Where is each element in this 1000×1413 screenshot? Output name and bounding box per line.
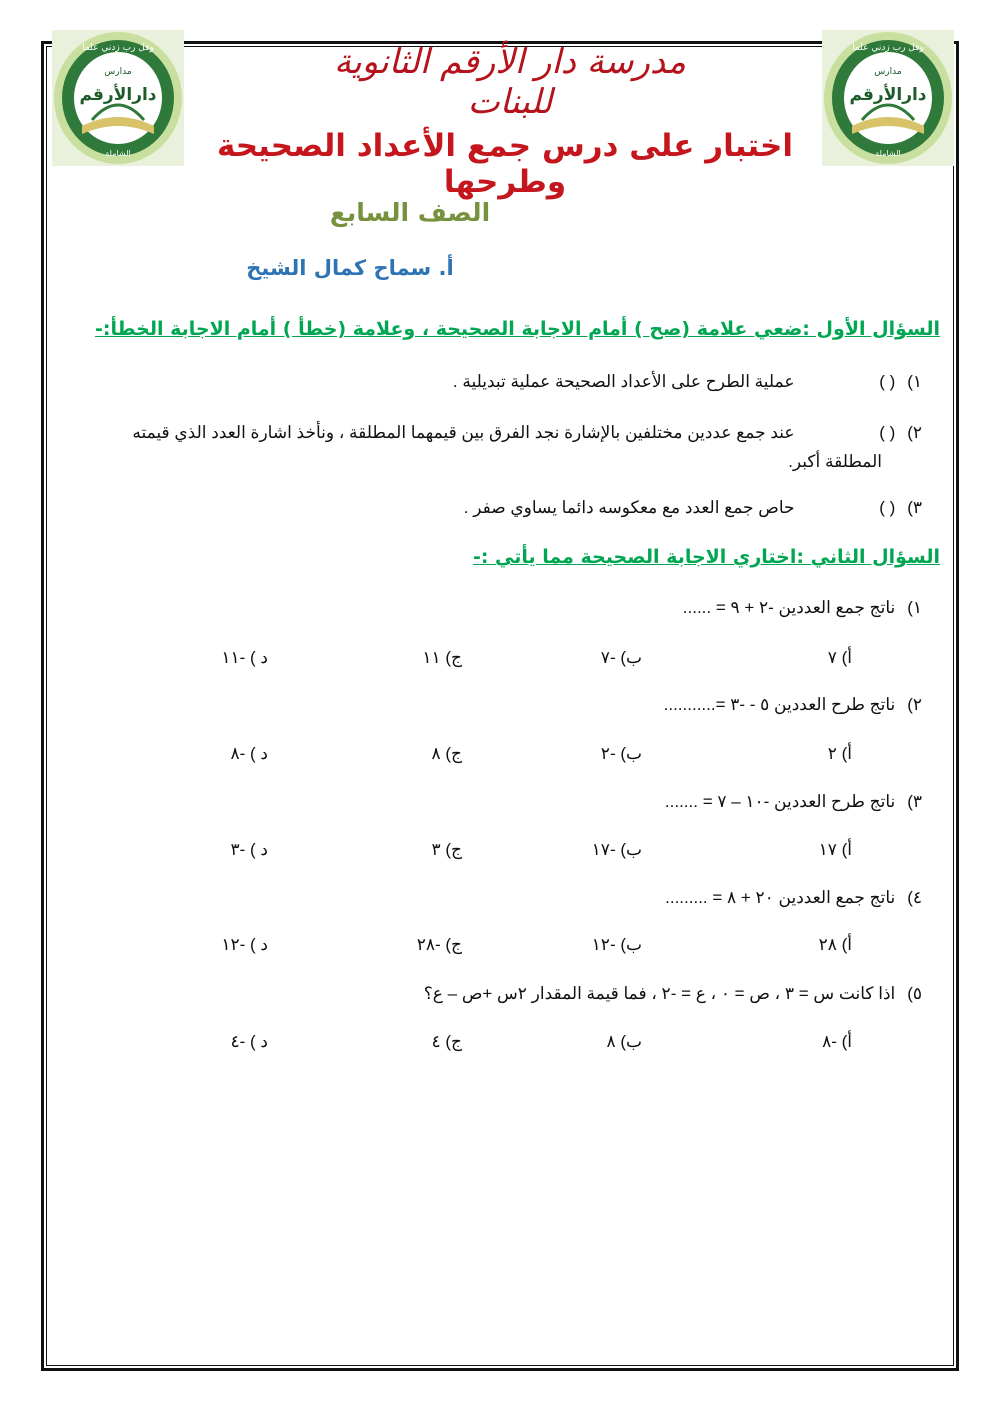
tf-item-number: ٣) — [907, 498, 922, 517]
mc-question-text: ناتج طرح العددين -١٠ – ٧ = ....... — [664, 792, 896, 811]
option-b[interactable]: ب) -١٧ — [591, 840, 642, 859]
tf-item-text-continued: المطلقة أكبر. — [788, 452, 882, 471]
tf-item-1 — [453, 372, 922, 392]
option-c[interactable]: ج) -٢٨ — [416, 935, 462, 954]
mc-question-number: ٤) — [907, 888, 922, 907]
option-c[interactable]: ج) ٣ — [431, 840, 462, 859]
answer-blank[interactable]: ( ) — [879, 423, 896, 442]
mc-question-text: ناتج جمع العددين ٢٠ + ٨ = ......... — [665, 888, 896, 907]
logo-mid-text: مدارس — [874, 67, 902, 77]
option-d[interactable]: د ) -١٢ — [221, 935, 268, 954]
mc-question-text: اذا كانت س = ٣ ، ص = ٠ ، ع = -٢ ، فما قيمة المقدار ٢س +ص – ع؟ — [423, 984, 896, 1003]
mc-question-text: ناتج طرح العددين ٥ - -٣ =........... — [663, 695, 896, 714]
tf-item-2 — [80, 418, 922, 476]
mc-question-text: ناتج جمع العددين -٢ + ٩ = ...... — [682, 598, 896, 617]
option-b[interactable]: ب) -٧ — [600, 648, 642, 667]
teacher-name: أ. سماح كمال الشيخ — [246, 256, 454, 280]
school-logo-right — [822, 30, 954, 166]
option-d[interactable]: د ) -٣ — [230, 840, 268, 859]
option-a[interactable]: أ) ٢٨ — [818, 935, 852, 954]
option-c[interactable]: ج) ١١ — [422, 648, 462, 667]
option-c[interactable]: ج) ٤ — [431, 1032, 462, 1051]
mc-question-number: ٥) — [907, 984, 922, 1003]
logo-top-text: وقل رب زدني علما — [82, 43, 154, 53]
mc-question-number: ١) — [907, 598, 922, 617]
logo-mid-text: مدارس — [104, 67, 132, 77]
option-a[interactable]: أ) ١٧ — [818, 840, 852, 859]
option-d[interactable]: د ) -٤ — [230, 1032, 268, 1051]
tf-item-3 — [464, 498, 922, 518]
mc-question-4 — [665, 888, 922, 908]
option-d[interactable]: د ) -٨ — [230, 744, 268, 763]
logo-bottom-text: الشاملة — [875, 149, 901, 158]
logo-main-text: دارالأرقم — [79, 85, 157, 105]
option-b[interactable]: ب) ٨ — [606, 1032, 642, 1051]
tf-item-number: ٢) — [907, 423, 922, 442]
mc-question-5 — [424, 984, 922, 1004]
answer-blank[interactable]: ( ) — [879, 498, 896, 517]
tf-item-text: عملية الطرح على الأعداد الصحيحة عملية تبديلية . — [452, 372, 795, 391]
mc-question-2 — [664, 695, 922, 715]
test-title: اختبار على درس جمع الأعداد الصحيحة وطرحها — [216, 128, 794, 200]
school-name: مدرسة دار الأرقم الثانوية للبنات — [334, 42, 686, 122]
option-c[interactable]: ج) ٨ — [431, 744, 462, 763]
logo-top-text: وقل رب زدني علما — [852, 43, 924, 53]
tf-item-text: عند جمع عددين مختلفين بالإشارة نجد الفرق بين قيمهما المطلقة ، ونأخذ اشارة العدد الذي قيمته — [132, 423, 795, 442]
section2-heading: السؤال الثاني :اختاري الاجابة الصحيحة مما يأتي :- — [472, 546, 940, 568]
school-logo-left — [52, 30, 184, 166]
grade-label: الصف السابع — [329, 198, 491, 227]
option-a[interactable]: أ) ٧ — [827, 648, 852, 667]
mc-question-1 — [683, 598, 922, 618]
option-b[interactable]: ب) -١٢ — [591, 935, 642, 954]
mc-question-3 — [665, 792, 922, 812]
section1-heading: السؤال الأول :ضعي علامة (صح ) أمام الاجابة الصحيحة ، وعلامة (خطأ ) أمام الاجابة الخطأ:- — [95, 318, 940, 340]
logo-bottom-text: الشاملة — [105, 149, 131, 158]
option-b[interactable]: ب) -٢ — [600, 744, 642, 763]
option-d[interactable]: د ) -١١ — [221, 648, 268, 667]
option-a[interactable]: أ) ٢ — [827, 744, 852, 763]
tf-item-number: ١) — [907, 372, 922, 391]
mc-question-number: ٣) — [907, 792, 922, 811]
mc-question-number: ٢) — [907, 695, 922, 714]
option-a[interactable]: أ) -٨ — [822, 1032, 852, 1051]
answer-blank[interactable]: ( ) — [879, 372, 896, 391]
tf-item-text: حاص جمع العدد مع معكوسه دائما يساوي صفر . — [463, 498, 795, 517]
logo-main-text: دارالأرقم — [849, 85, 927, 105]
